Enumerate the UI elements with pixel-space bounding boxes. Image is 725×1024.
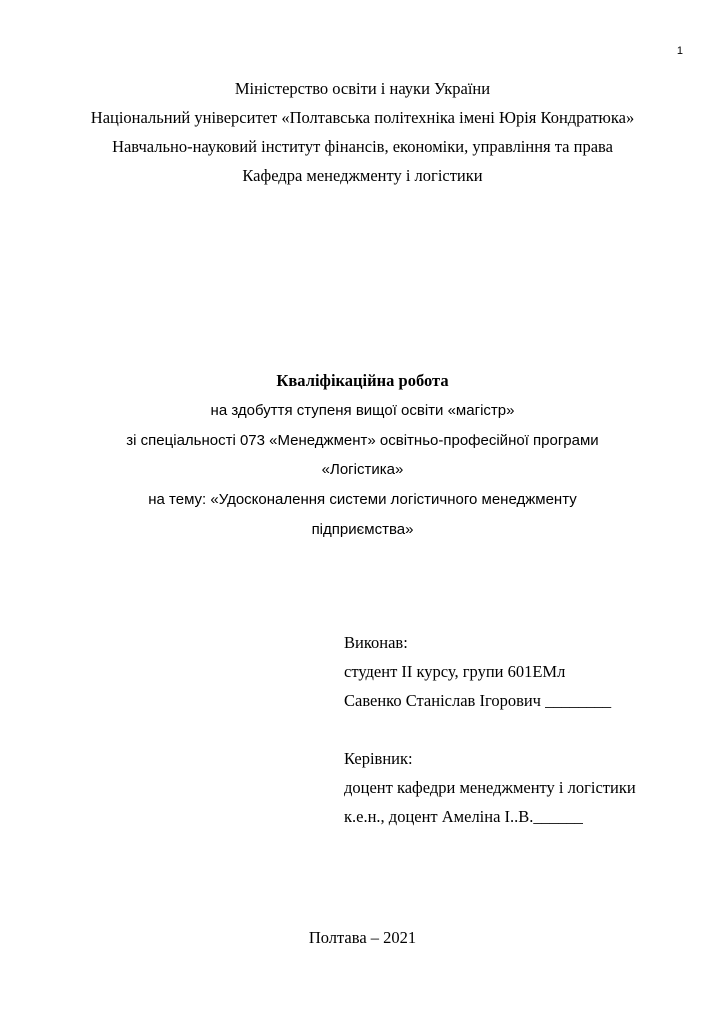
topic-line-2: підприємства»: [311, 520, 414, 538]
signature-block: [344, 628, 636, 831]
supervisor-name-line: [344, 802, 636, 831]
work-title: Кваліфікаційна робота: [276, 371, 449, 390]
supervisor-signature-blank: ______: [533, 807, 583, 826]
supervisor-name: к.е.н., доцент Амеліна І..В.: [344, 807, 534, 826]
author-label: Виконав:: [344, 633, 408, 652]
city-year: Полтава – 2021: [308, 928, 417, 947]
supervisor-position: доцент кафедри менеджменту і логістики: [344, 778, 636, 797]
author-info: студент ІІ курсу, групи 601ЕМл: [344, 662, 566, 681]
spacer: [344, 715, 636, 744]
department-line: Кафедра менеджменту і логістики: [242, 166, 483, 185]
header-block: [0, 74, 725, 190]
program-line: «Логістика»: [321, 461, 404, 479]
page-number: 1: [676, 45, 683, 57]
institute-line: Навчально-науковий інститут фінансів, економіки, управління та права: [112, 137, 613, 156]
author-name: Савенко Станіслав Ігорович: [344, 691, 541, 710]
topic-line-1: на тему: «Удосконалення системи логістичного менеджменту: [148, 491, 577, 509]
specialty-line: зі спеціальності 073 «Менеджмент» освітньо-професійної програми: [126, 431, 599, 449]
supervisor-label: Керівник:: [344, 749, 413, 768]
ministry-line: Міністерство освіти і науки України: [234, 79, 491, 98]
author-signature-blank: ________: [545, 691, 612, 710]
degree-line: на здобуття ступеня вищої освіти «магістр»: [210, 401, 515, 419]
university-line: Національний університет «Полтавська політехніка імені Юрія Кондратюка»: [90, 108, 635, 127]
author-name-line: [344, 686, 636, 715]
title-block: [0, 366, 725, 545]
